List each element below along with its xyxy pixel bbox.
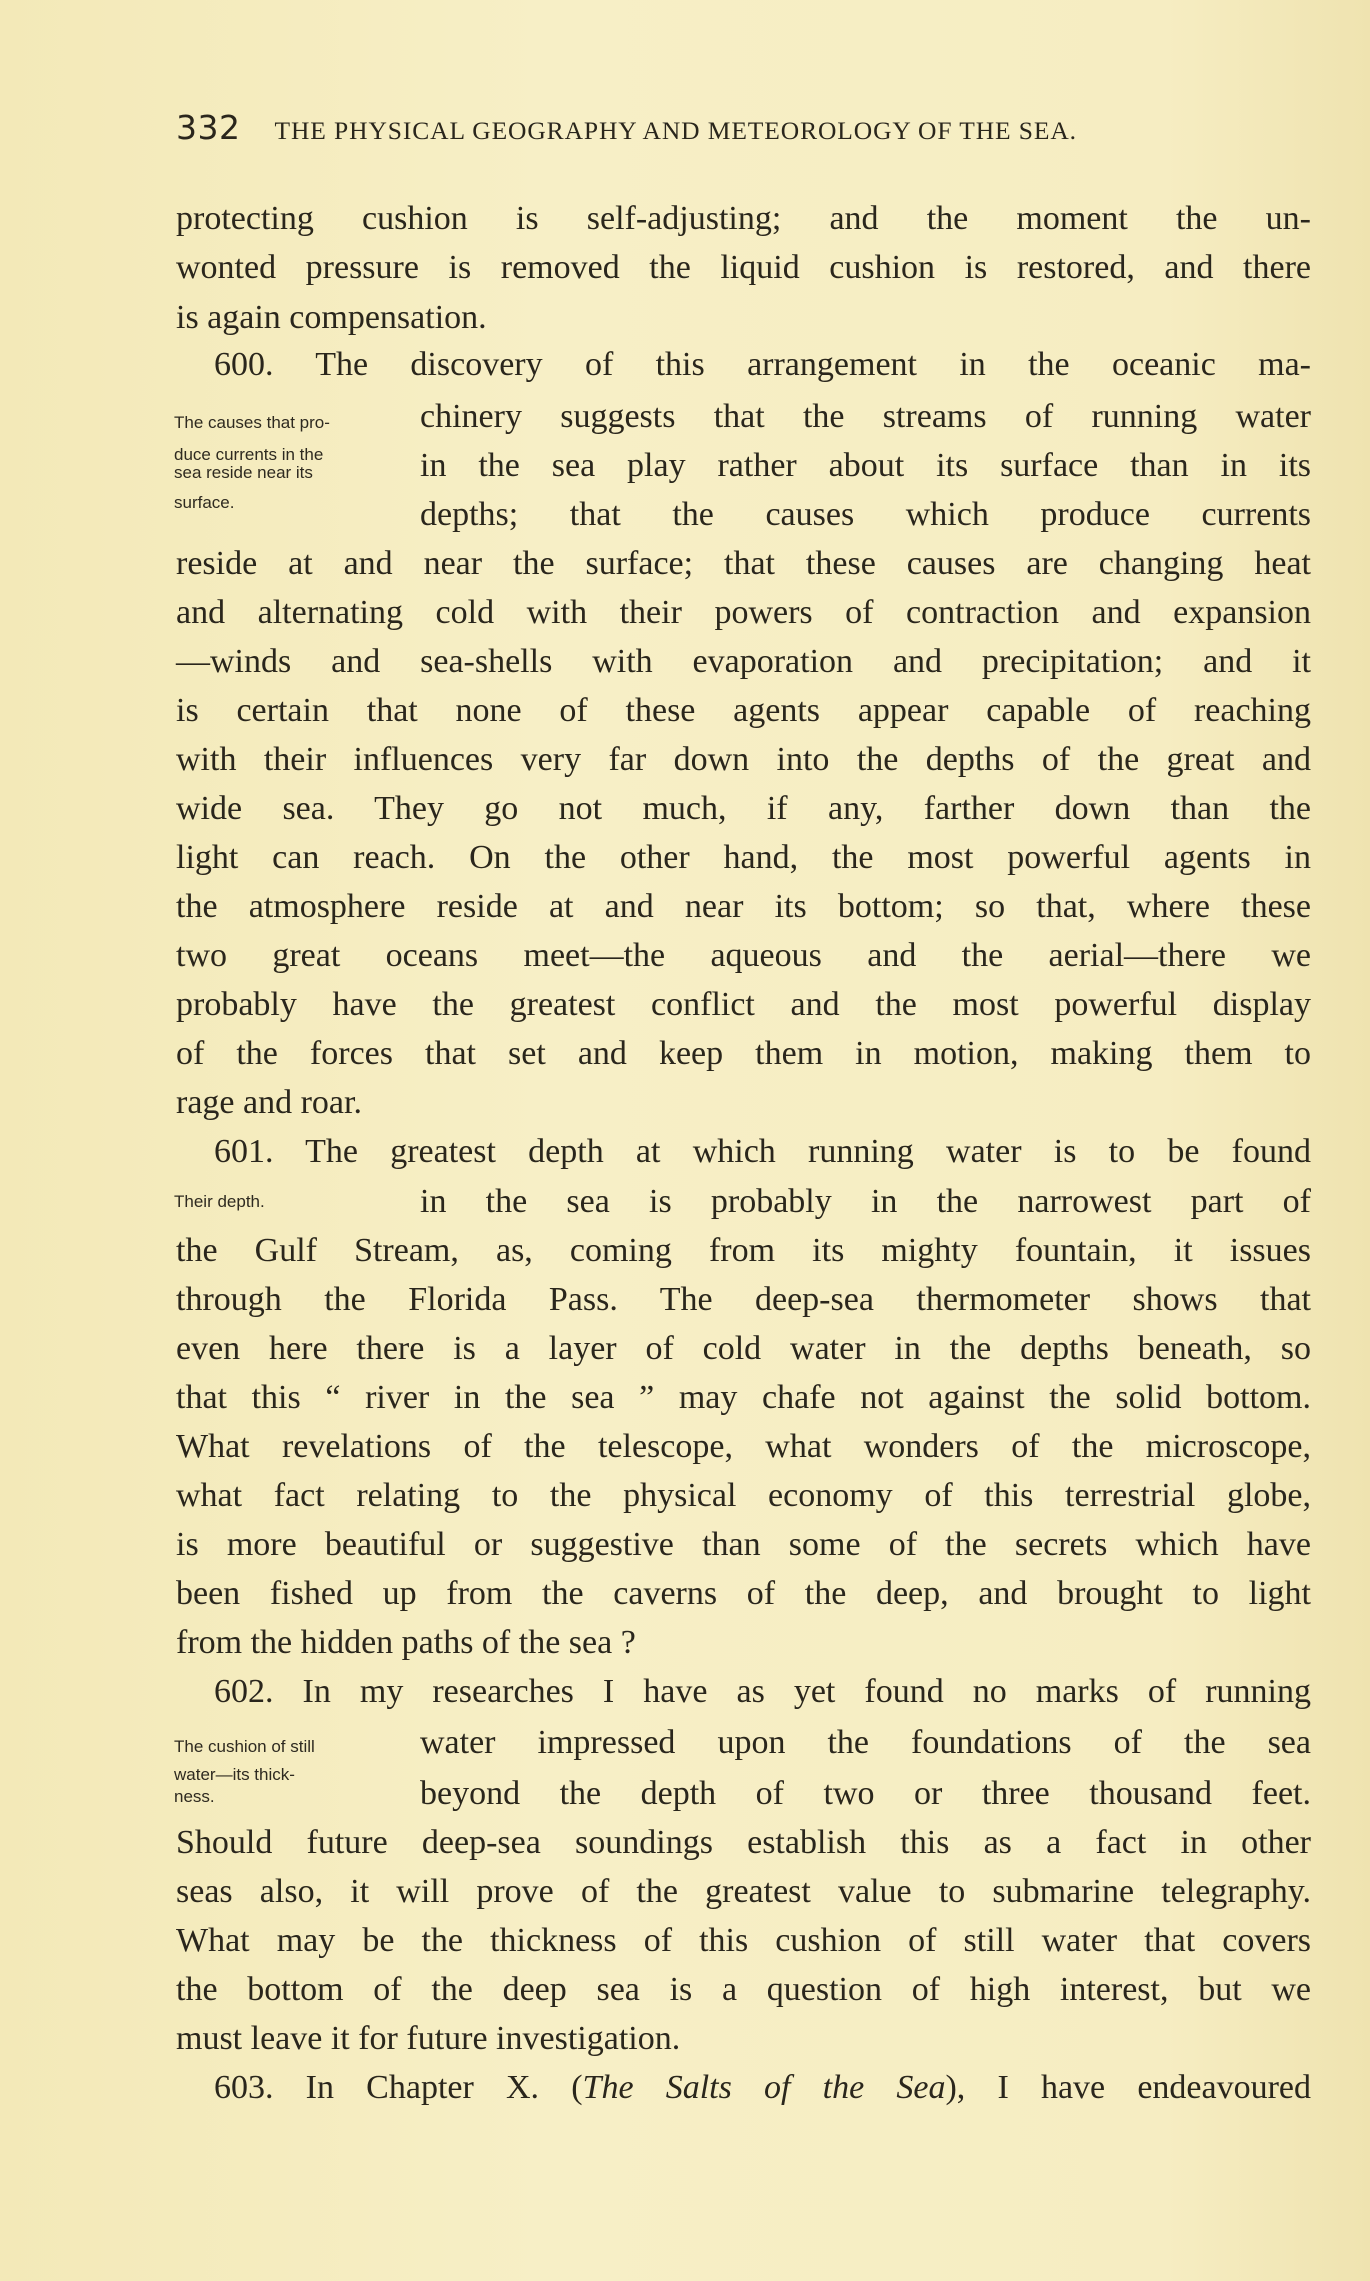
text-line: —winds and sea-shells with evaporation and precipitation; and it [176, 643, 1311, 680]
sidenote-line: surface. [174, 493, 235, 512]
text-line: seas also, it will prove of the greatest value to submarine telegraphy. [176, 1873, 1311, 1910]
text-line: with their influences very far down into the depths of the great and [176, 741, 1311, 778]
running-head [176, 108, 1256, 148]
text-line: of the forces that set and keep them in motion, making them to [176, 1035, 1311, 1072]
text-line: light can reach. On the other hand, the most powerful agents in [176, 839, 1311, 876]
text-line: even here there is a layer of cold water in the depths beneath, so [176, 1330, 1311, 1367]
text-line: is more beautiful or suggestive than some of the secrets which have [176, 1526, 1311, 1563]
text-line: through the Florida Pass. The deep-sea thermometer shows that [176, 1281, 1311, 1318]
sidenote-line: sea reside near its [174, 463, 313, 482]
text-line: that this “ river in the sea ” may chafe not against the solid bottom. [176, 1379, 1311, 1416]
text-line: water impressed upon the foundations of the sea [420, 1724, 1311, 1761]
text-line: beyond the depth of two or three thousand feet. [420, 1775, 1311, 1812]
text-line: the bottom of the deep sea is a question of high interest, but we [176, 1971, 1311, 2008]
text-line: is certain that none of these agents appear capable of reaching [176, 692, 1311, 729]
sidenote-line: duce currents in the [174, 445, 324, 464]
text-line: in the sea is probably in the narrowest part of [420, 1183, 1311, 1220]
sidenote-line: water—its thick- [174, 1765, 295, 1784]
text-line: rage and roar. [176, 1084, 362, 1121]
text-line: probably have the greatest conflict and the most powerful display [176, 986, 1311, 1023]
text-line: 600. The discovery of this arrangement in the oceanic ma- [214, 346, 1311, 383]
sidenote-line: The cushion of still [174, 1737, 315, 1756]
text-line: wonted pressure is removed the liquid cushion is restored, and there [176, 249, 1311, 286]
text-line: protecting cushion is self-adjusting; and the moment the un- [176, 200, 1311, 237]
text-segment: 603. In Chapter X. ( [214, 2069, 583, 2106]
sidenote-line: The causes that pro- [174, 413, 330, 432]
text-line: depths; that the causes which produce currents [420, 496, 1311, 533]
text-segment: ), I have endeavoured [945, 2069, 1312, 2106]
text-line: what fact relating to the physical economy of this terrestrial globe, [176, 1477, 1311, 1514]
text-line: reside at and near the surface; that these causes are changing heat [176, 545, 1311, 582]
text-line: must leave it for future investigation. [176, 2020, 681, 2057]
text-line: What revelations of the telescope, what wonders of the microscope, [176, 1428, 1311, 1465]
running-title: THE PHYSICAL GEOGRAPHY AND METEOROLOGY OF THE SEA. [274, 116, 1077, 145]
text-line: Should future deep-sea soundings establish this as a fact in other [176, 1824, 1311, 1861]
text-line: wide sea. They go not much, if any, farther down than the [176, 790, 1311, 827]
text-line: is again compensation. [176, 299, 487, 336]
page-number: 332 [176, 108, 241, 147]
text-line: and alternating cold with their powers of contraction and expansion [176, 594, 1311, 631]
sidenote-line: Their depth. [174, 1192, 265, 1211]
text-line: 601. The greatest depth at which running water is to be found [214, 1133, 1311, 1170]
text-line: the Gulf Stream, as, coming from its mighty fountain, it issues [176, 1232, 1311, 1269]
text-line: in the sea play rather about its surface than in its [420, 447, 1311, 484]
text-line: from the hidden paths of the sea ? [176, 1624, 636, 1661]
chapter-title: The Salts of the Sea [582, 2069, 946, 2106]
sidenote-line: ness. [174, 1787, 215, 1806]
text-line-with-title [214, 2064, 1311, 2112]
text-line: What may be the thickness of this cushion of still water that covers [176, 1922, 1311, 1959]
text-line: chinery suggests that the streams of running water [420, 398, 1311, 435]
text-line: the atmosphere reside at and near its bottom; so that, where these [176, 888, 1311, 925]
text-line: 602. In my researches I have as yet found no marks of running [214, 1673, 1311, 1710]
text-line: two great oceans meet—the aqueous and the aerial—there we [176, 937, 1311, 974]
text-line: been fished up from the caverns of the deep, and brought to light [176, 1575, 1311, 1612]
